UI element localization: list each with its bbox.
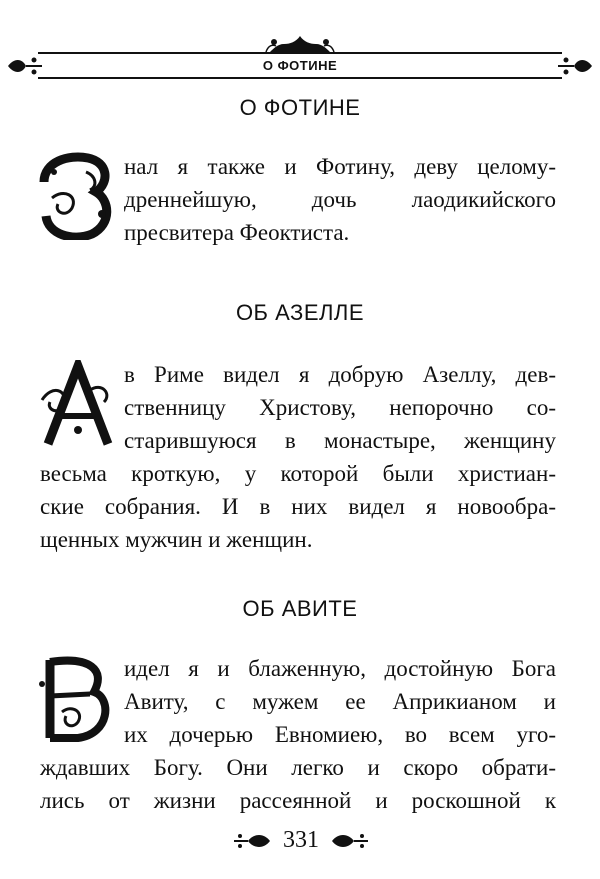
fleuron-icon xyxy=(232,831,276,851)
fleuron-icon xyxy=(326,831,370,851)
text-line: их дочерью Евномиею, во всем уго- xyxy=(124,722,556,747)
section-heading: О ФОТИНЕ xyxy=(239,95,361,120)
text-line: ственницу Христову, непорочно со- xyxy=(124,395,556,420)
running-head xyxy=(0,30,600,90)
section-body xyxy=(40,150,556,249)
running-head-title: О ФОТИНЕ xyxy=(262,58,338,73)
dropcap-ornament xyxy=(38,152,118,240)
text-line: нал я также и Фотину, деву целому- xyxy=(124,154,556,179)
page-number: 331 xyxy=(283,827,319,853)
text-line: Авиту, с мужем ее Априкианом и xyxy=(124,689,556,714)
text-line: в Риме видел я добрую Азеллу, дев- xyxy=(124,362,556,387)
text-line: ждавших Богу. Они легко и скоро обрати- xyxy=(40,755,556,780)
page-footer xyxy=(0,823,600,857)
section-heading: ОБ АЗЕЛЛЕ xyxy=(235,300,365,325)
section-heading: ОБ АВИТЕ xyxy=(242,596,358,621)
text-line: щенных мужчин и женщин. xyxy=(40,527,313,552)
dropcap-ornament xyxy=(38,654,118,742)
section-body xyxy=(40,358,556,556)
text-line: ские собрания. И в них видел я новообра- xyxy=(40,494,556,519)
text-line: лись от жизни рассеянной и роскошной к xyxy=(40,788,556,813)
section-body xyxy=(40,652,556,817)
text-line: пресвитера Феоктиста. xyxy=(124,220,350,245)
header-rule-bottom xyxy=(38,77,562,79)
dropcap-ornament xyxy=(38,360,118,448)
header-rule-top xyxy=(38,52,562,54)
text-line: идел я и блаженную, достойную Бога xyxy=(124,656,556,681)
text-line: весьма кроткую, у которой были христиан- xyxy=(40,461,556,486)
text-line: старившуюся в монастыре, женщину xyxy=(124,428,556,453)
text-line: дреннейшую, дочь лаодикийского xyxy=(124,187,556,212)
